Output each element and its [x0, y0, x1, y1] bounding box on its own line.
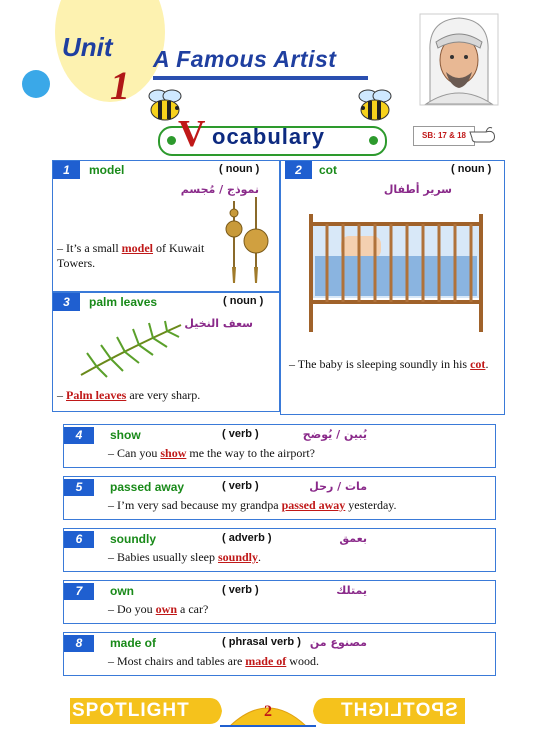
keyword: passed away [281, 498, 346, 512]
banner-dot [167, 136, 176, 145]
vocab-word: palm leaves [89, 295, 158, 309]
part-of-speech: ( verb ) [222, 428, 259, 440]
example-sentence: – Can you show me the way to the airport? [108, 446, 315, 460]
unit-label: Unit [62, 32, 113, 62]
keyword: cot [470, 357, 486, 371]
pointing-hand-icon [468, 122, 498, 146]
part-of-speech: ( verb ) [222, 584, 259, 596]
unit-number: 1 [110, 63, 130, 108]
item-number: 6 [64, 531, 94, 548]
item-number: 5 [64, 479, 94, 496]
keyword: Palm leaves [66, 388, 127, 402]
arabic-meaning: نموذج / مُجسم [180, 183, 259, 196]
vocab-word: own [110, 584, 134, 598]
arabic-meaning: يُبين / يُوضح [302, 428, 367, 441]
keyword: soundly [217, 550, 259, 564]
part-of-speech: ( noun ) [223, 295, 264, 307]
vocab-word: made of [110, 636, 157, 650]
example-sentence: – I’m very sad because my grandpa passed away yesterday. [108, 498, 397, 512]
arabic-meaning: بعمق [339, 532, 367, 545]
part-of-speech: ( noun ) [219, 163, 260, 175]
decorative-dot [22, 70, 50, 98]
keyword: made of [245, 654, 287, 668]
item-number: 1 [53, 161, 80, 179]
banner-dot [369, 136, 378, 145]
item-number: 2 [285, 161, 312, 179]
banner-initial: V [178, 113, 206, 155]
arabic-meaning: سرير أطفال [383, 183, 452, 196]
baby-cot-image [301, 206, 491, 336]
vocab-card-soundly [63, 528, 496, 572]
keyword: own [155, 602, 178, 616]
part-of-speech: ( adverb ) [222, 532, 272, 544]
vocab-word: model [89, 163, 125, 177]
example-sentence: – It’s a small model of Kuwait Towers. [57, 241, 205, 270]
arabic-meaning: مات / رحل [309, 480, 367, 493]
part-of-speech: ( phrasal verb ) [222, 636, 301, 648]
example-sentence: – Most chairs and tables are made of wood. [108, 654, 319, 668]
vocab-card-made-of [63, 632, 496, 676]
keyword: show [160, 446, 187, 460]
example-sentence: – The baby is sleeping soundly in his cot. [289, 357, 489, 371]
vocab-word: cot [319, 163, 337, 177]
arabic-meaning: مصنوع من [309, 636, 367, 649]
vocab-card-show [63, 424, 496, 468]
arabic-meaning: سعف النخيل [184, 317, 253, 330]
sb-reference: SB: 17 & 18 [413, 126, 475, 146]
vocab-card-model [52, 160, 280, 292]
example-sentence: – Do you own a car? [108, 602, 209, 616]
example-sentence: – Palm leaves are very sharp. [57, 388, 201, 402]
item-number: 4 [64, 427, 94, 444]
item-number: 3 [53, 293, 80, 311]
title-underline [153, 76, 368, 80]
page-number: 2 [264, 703, 272, 720]
artist-portrait-image [418, 12, 500, 107]
vocab-card-own [63, 580, 496, 624]
example-sentence: – Babies usually sleep soundly. [108, 550, 262, 564]
vocab-card-cot [280, 160, 505, 415]
keyword: model [121, 241, 154, 255]
vocab-word: show [110, 428, 141, 442]
arabic-meaning: يمتلك [336, 584, 367, 597]
bee-icon [354, 88, 396, 124]
banner-title: ocabulary [212, 124, 325, 149]
palm-leaf-image [77, 319, 187, 379]
page-title: A Famous Artist [153, 46, 337, 72]
vocab-card-passed-away [63, 476, 496, 520]
vocab-card-palm-leaves [52, 292, 280, 412]
part-of-speech: ( noun ) [451, 163, 492, 175]
vocab-word: soundly [110, 532, 157, 546]
item-number: 8 [64, 635, 94, 652]
part-of-speech: ( verb ) [222, 480, 259, 492]
kuwait-towers-model-image [218, 197, 274, 285]
item-number: 7 [64, 583, 94, 600]
footer-spotlight-text: SPOTLIGHT [72, 700, 190, 721]
vocab-word: passed away [110, 480, 185, 494]
footer-spotlight-mirrored-text: SPOTLIGHT [340, 700, 458, 721]
